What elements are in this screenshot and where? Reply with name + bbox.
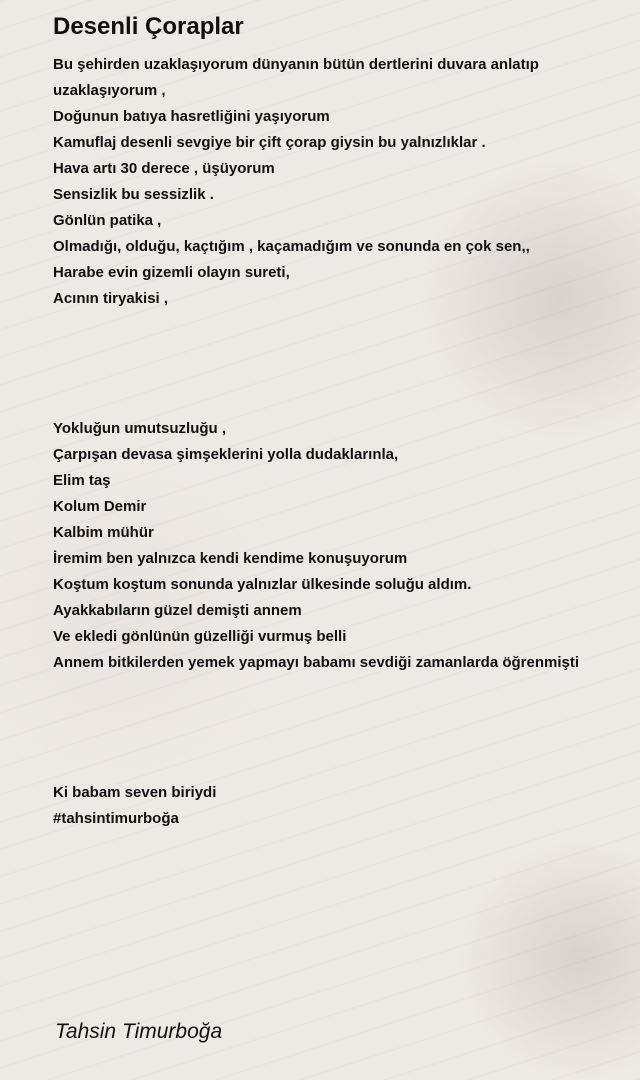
poem-title: Desenli Çoraplar <box>53 13 244 40</box>
poem-line: Hava artı 30 derece , üşüyorum <box>53 160 275 177</box>
poem-line: Yokluğun umutsuzluğu , <box>53 420 227 437</box>
stanza-2 <box>53 416 633 676</box>
poem-line: Kamuflaj desenli sevgiye bir çift çorap giysin bu yalnızlıklar . <box>53 134 486 151</box>
poem-hashtag: #tahsintimurboğa <box>53 810 179 827</box>
poem-line: Bu şehirden uzaklaşıyorum dünyanın bütün dertlerini duvara anlatıp uzaklaşıyorum , <box>53 56 539 99</box>
poem-body <box>53 52 633 832</box>
poem-line: Kalbim mühür <box>53 524 154 541</box>
poem-line: Acının tiryakisi , <box>53 290 169 307</box>
poem-line: Doğunun batıya hasretliğini yaşıyorum <box>53 108 330 125</box>
poem-line: Ve ekledi gönlünün güzelliği vurmuş belli <box>53 628 347 645</box>
stanza-3 <box>53 780 633 832</box>
poem-line: İremim ben yalnızca kendi kendime konuşuyorum <box>53 550 408 567</box>
poem-line: Ki babam seven biriydi <box>53 784 217 801</box>
poem-line: Ayakkabıların güzel demişti annem <box>53 602 302 619</box>
poem-line: Harabe evin gizemli olayın sureti, <box>53 264 290 281</box>
poem-line: Annem bitkilerden yemek yapmayı babamı sevdiği zamanlarda öğrenmişti <box>53 654 580 671</box>
stanza-divider <box>53 312 633 416</box>
poem-line: Gönlün patika , <box>53 212 162 229</box>
poem-line: Elim taş <box>53 472 111 489</box>
poem-line: Olmadığı, olduğu, kaçtığım , kaçamadığım ve sonunda en çok sen,, <box>53 238 530 255</box>
poem-line: Koştum koştum sonunda yalnızlar ülkesinde soluğu aldım. <box>53 576 472 593</box>
poem-line: Kolum Demir <box>53 498 147 515</box>
poem-line: Sensizlik bu sessizlik . <box>53 186 214 203</box>
stanza-divider <box>53 676 633 780</box>
poem-line: Çarpışan devasa şimşeklerini yolla dudaklarınla, <box>53 446 399 463</box>
stanza-1 <box>53 52 633 312</box>
poem-author: Tahsin Timurboğa <box>55 1020 223 1043</box>
